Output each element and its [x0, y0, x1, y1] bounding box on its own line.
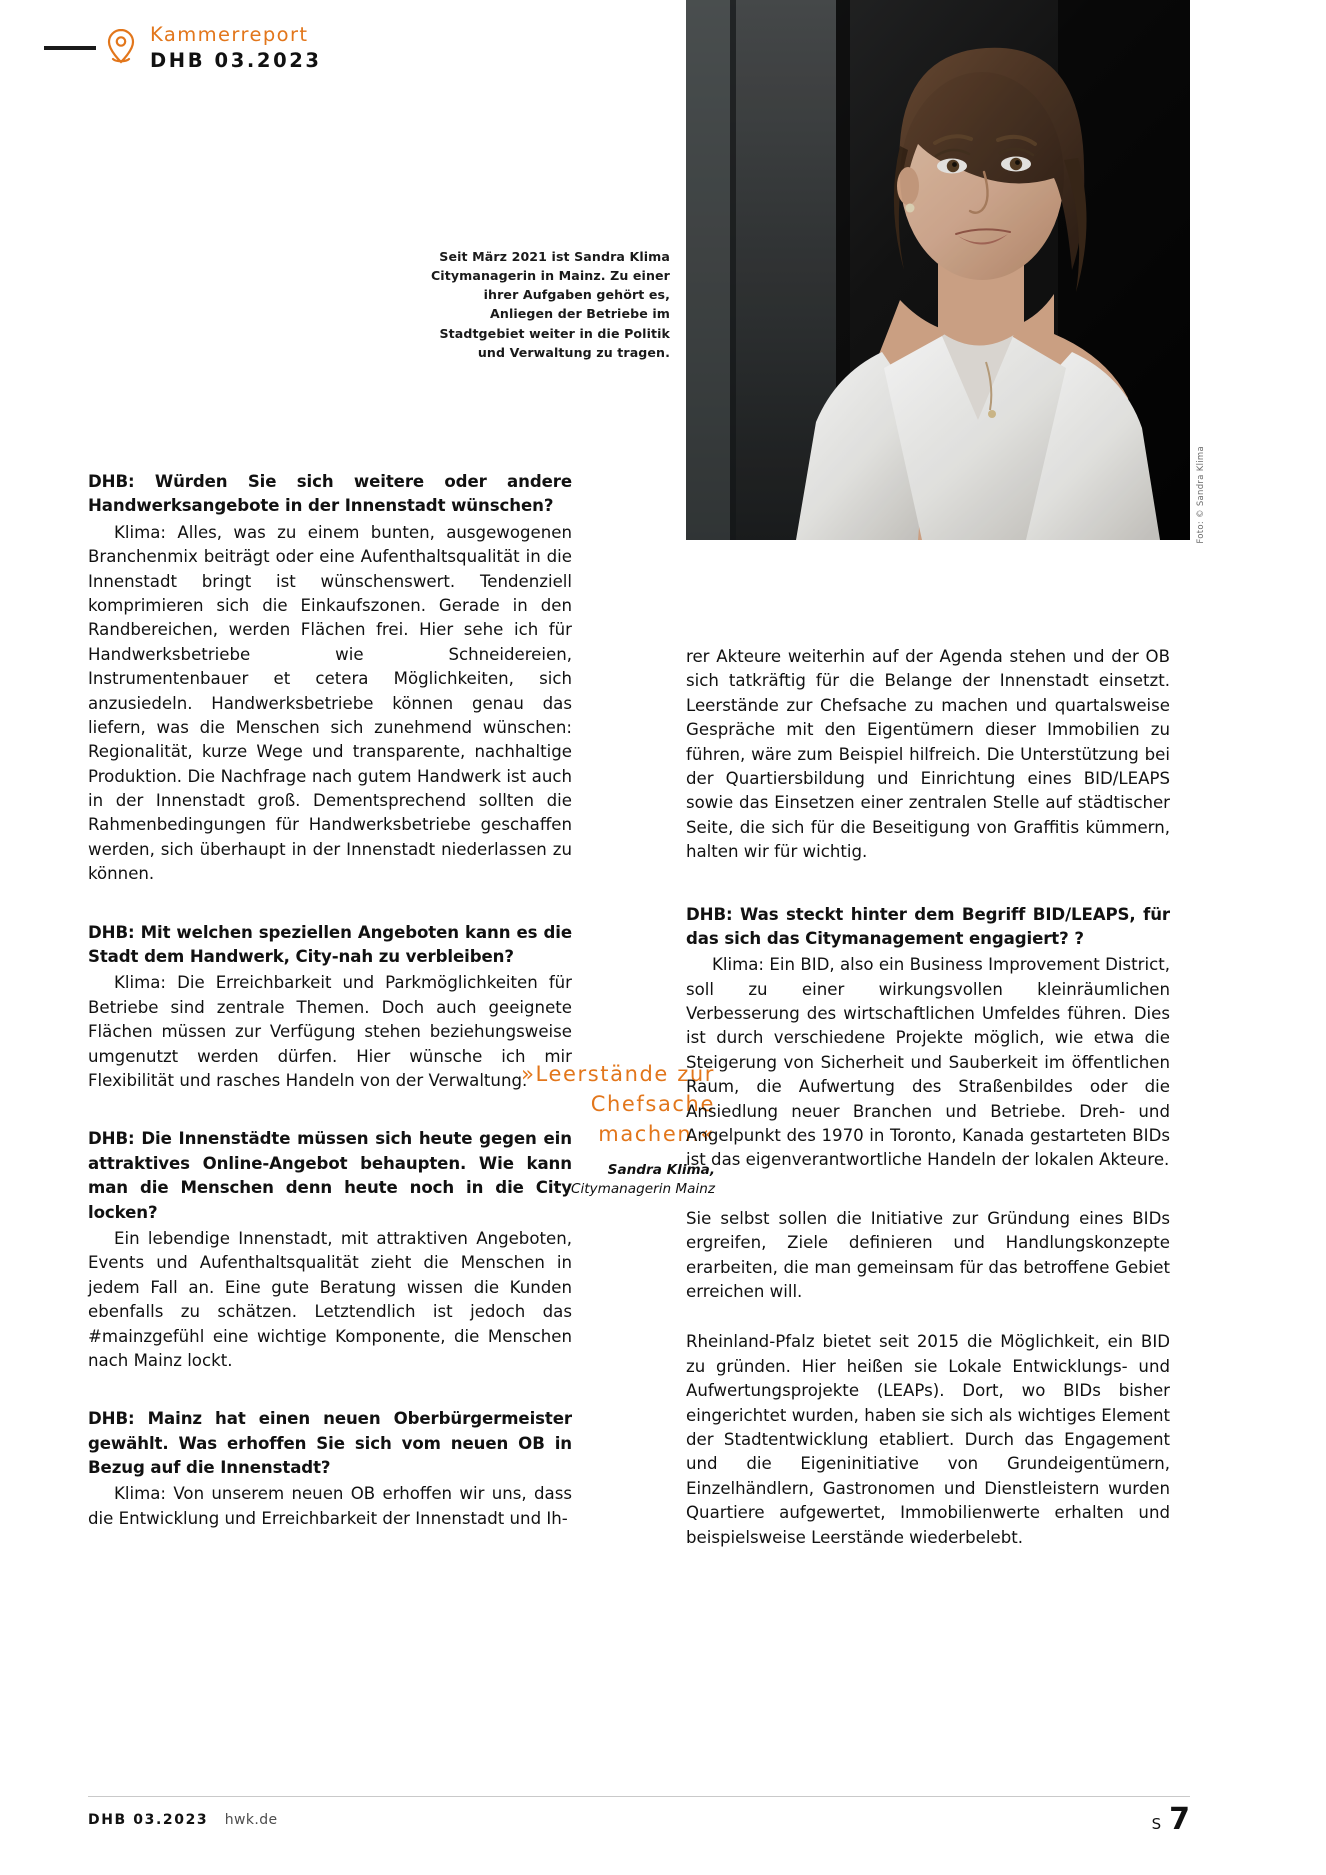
- qa-block: [88, 921, 572, 1094]
- column-left: [88, 470, 572, 1565]
- photo-caption: Seit März 2021 ist Sandra Klima Citymanagerin in Mainz. Zu einer ihrer Aufgaben gehört es, Anliegen der Betriebe im Stadtgebiet weiter in die Politik und Verwaltung zu tragen.: [430, 249, 670, 360]
- pull-quote-author: Sandra Klima,: [607, 1162, 715, 1179]
- question: DHB: Die Innenstädte müssen sich heute gegen ein attraktives Online-Angebot behaupten. Wie kann man die Menschen denn heute noch in die City locken?: [88, 1129, 572, 1222]
- answer: Rheinland-Pfalz bietet seit 2015 die Möglichkeit, ein BID zu gründen. Hier heißen sie Lokale Entwicklungs- und Aufwertungsprojekte (LEAPs). Dort, wo BIDs bisher eingerichtet wurden, haben sie sich als wichtiges Element der Stadtentwicklung etabliert. Durch das Engagement und die Eigeninitiative von Grundeigentümern, Einzelhändlern, Gastronomen und Dienstleistern wurden Quartiere aufgewertet, Immobilienwerte erhalten und beispielsweise Leerstände wiederbelebt.: [686, 1332, 1170, 1547]
- answer: Ein lebendige Innenstadt, mit attraktiven Angeboten, Events und Aufenthaltsqualität zieht die Menschen in jedem Fall an. Eine gute Beratung wissen die Kunden ebenfalls zu schätzen. Letztendlich ist jedoch das #mainzgefühl eine wichtige Komponente, die Menschen nach Mainz lockt.: [88, 1228, 572, 1370]
- column-right: [686, 645, 1170, 1576]
- question: DHB: Was steckt hinter dem Begriff BID/LEAPS, für das sich das Citymanagement engagiert? ?: [686, 904, 1170, 948]
- header-rule: [44, 46, 96, 50]
- pull-quote-role: Citymanagerin Mainz: [570, 1180, 715, 1197]
- qa-block: [88, 470, 572, 887]
- footer-issue-block: [88, 1812, 278, 1828]
- answer: Klima: Von unserem neuen OB erhoffen wir uns, dass die Entwicklung und Erreichbarkeit der Innenstadt und Ih-: [88, 1484, 572, 1528]
- page-number-block: [1152, 1802, 1190, 1837]
- pull-quote: [505, 1060, 715, 1198]
- question: DHB: Mit welchen speziellen Angeboten kann es die Stadt dem Handwerk, City-nah zu verbleiben?: [88, 922, 572, 967]
- page-prefix: S: [1151, 1815, 1162, 1833]
- page-header: [106, 24, 322, 72]
- qa-block: [686, 903, 1170, 1173]
- footer-website: hwk.de: [224, 1812, 278, 1828]
- question: DHB: Würden Sie sich weitere oder andere Handwerksangebote in der Innenstadt wünschen?: [88, 472, 572, 516]
- footer-rule: [88, 1796, 1190, 1797]
- qa-block: [686, 1207, 1170, 1305]
- header-kicker: Kammerreport: [150, 23, 309, 46]
- question: DHB: Mainz hat einen neuen Oberbürgermeister gewählt. Was erhoffen Sie sich vom neuen OB in Bezug auf die Innenstadt?: [88, 1409, 572, 1478]
- header-issue: DHB 03.2023: [150, 49, 322, 73]
- location-pin-icon: [106, 28, 136, 68]
- page-number: 7: [1169, 1802, 1190, 1837]
- answer: Klima: Alles, was zu einem bunten, ausgewogenen Branchenmix beiträgt oder eine Aufenthaltsqualität in die Innenstadt bringt ist wünschenswert. Tendenziell komprimieren sich die Einkaufszonen. Gerade in den Randbereichen, werden Flächen frei. Hier sehe ich für Handwerksbetriebe wie Schneidereien, Instrumentenbauer et cetera Möglichkeiten, sich anzusiedeln. Handwerksbetriebe können genau das liefern, was die Menschen sich zunehmend wünschen: Regionalität, kurze Wege und transparente, nachhaltige Produktion. Die Nachfrage nach gutem Handwerk ist auch in der Innenstadt groß. Dementsprechend sollten die Rahmenbedingungen für Handwerksbetriebe geschaffen werden, sich überhaupt in der Innenstadt niederlassen zu können.: [88, 522, 572, 884]
- answer: rer Akteure weiterhin auf der Agenda stehen und der OB sich tatkräftig für die Belange der Innenstadt einsetzt. Leerstände zur Chefsache zu machen und quartalsweise Gespräche mit den Eigentümern dieser Immobilien zu führen, wäre zum Beispiel hilfreich. Die Unterstützung bei der Quartiersbildung und Einrichtung eines BID/LEAPS sowie das Einsetzen einer zentralen Stelle auf städtischer Seite, die sich für die Beseitigung von Graffitis kümmern, halten wir für wichtig.: [686, 647, 1170, 862]
- answer: Klima: Ein BID, also ein Business Improvement District, soll zu einer wirkungsvollen kleinräumlichen Verbesserung des wirtschaftlichen Umfeldes führen. Dies ist durch verschiedene Projekte möglich, wie etwa die Steigerung von Sicherheit und Sauberkeit im öffentlichen Raum, die Aufwertung des Straßenbildes oder die Ansiedlung neuer Branchen und Betriebe. Dreh- und Angelpunkt des 1970 in Toronto, Kanada gestarteten BIDs ist das eigenverantwortliche Handeln der lokalen Akteure.: [686, 955, 1170, 1170]
- photo-credit: Foto: © Sandra Klima: [1196, 446, 1206, 544]
- portrait-photo: [686, 0, 1190, 540]
- qa-block: [88, 1407, 572, 1531]
- pull-quote-text: »Leerstände zur Chefsache machen.«: [521, 1062, 715, 1146]
- qa-block: [686, 645, 1170, 865]
- qa-block: [686, 1330, 1170, 1550]
- qa-block: [88, 1127, 572, 1373]
- answer: Sie selbst sollen die Initiative zur Gründung eines BIDs ergreifen, Ziele definieren und Handlungskonzepte erarbeiten, die man gemeinsam für das betroffene Gebiet erreichen will.: [686, 1208, 1170, 1301]
- pull-quote-attribution: [505, 1161, 715, 1198]
- footer-issue: DHB 03.2023: [88, 1812, 209, 1828]
- answer: Klima: Die Erreichbarkeit und Parkmöglichkeiten für Betriebe sind zentrale Themen. Doch auch geeignete Flächen müssen zur Verfügung stehen beziehungsweise umgenutzt werden dürfen. Hier wünsche ich mir Flexibilität und rasches Handeln von der Verwaltung.: [88, 973, 572, 1090]
